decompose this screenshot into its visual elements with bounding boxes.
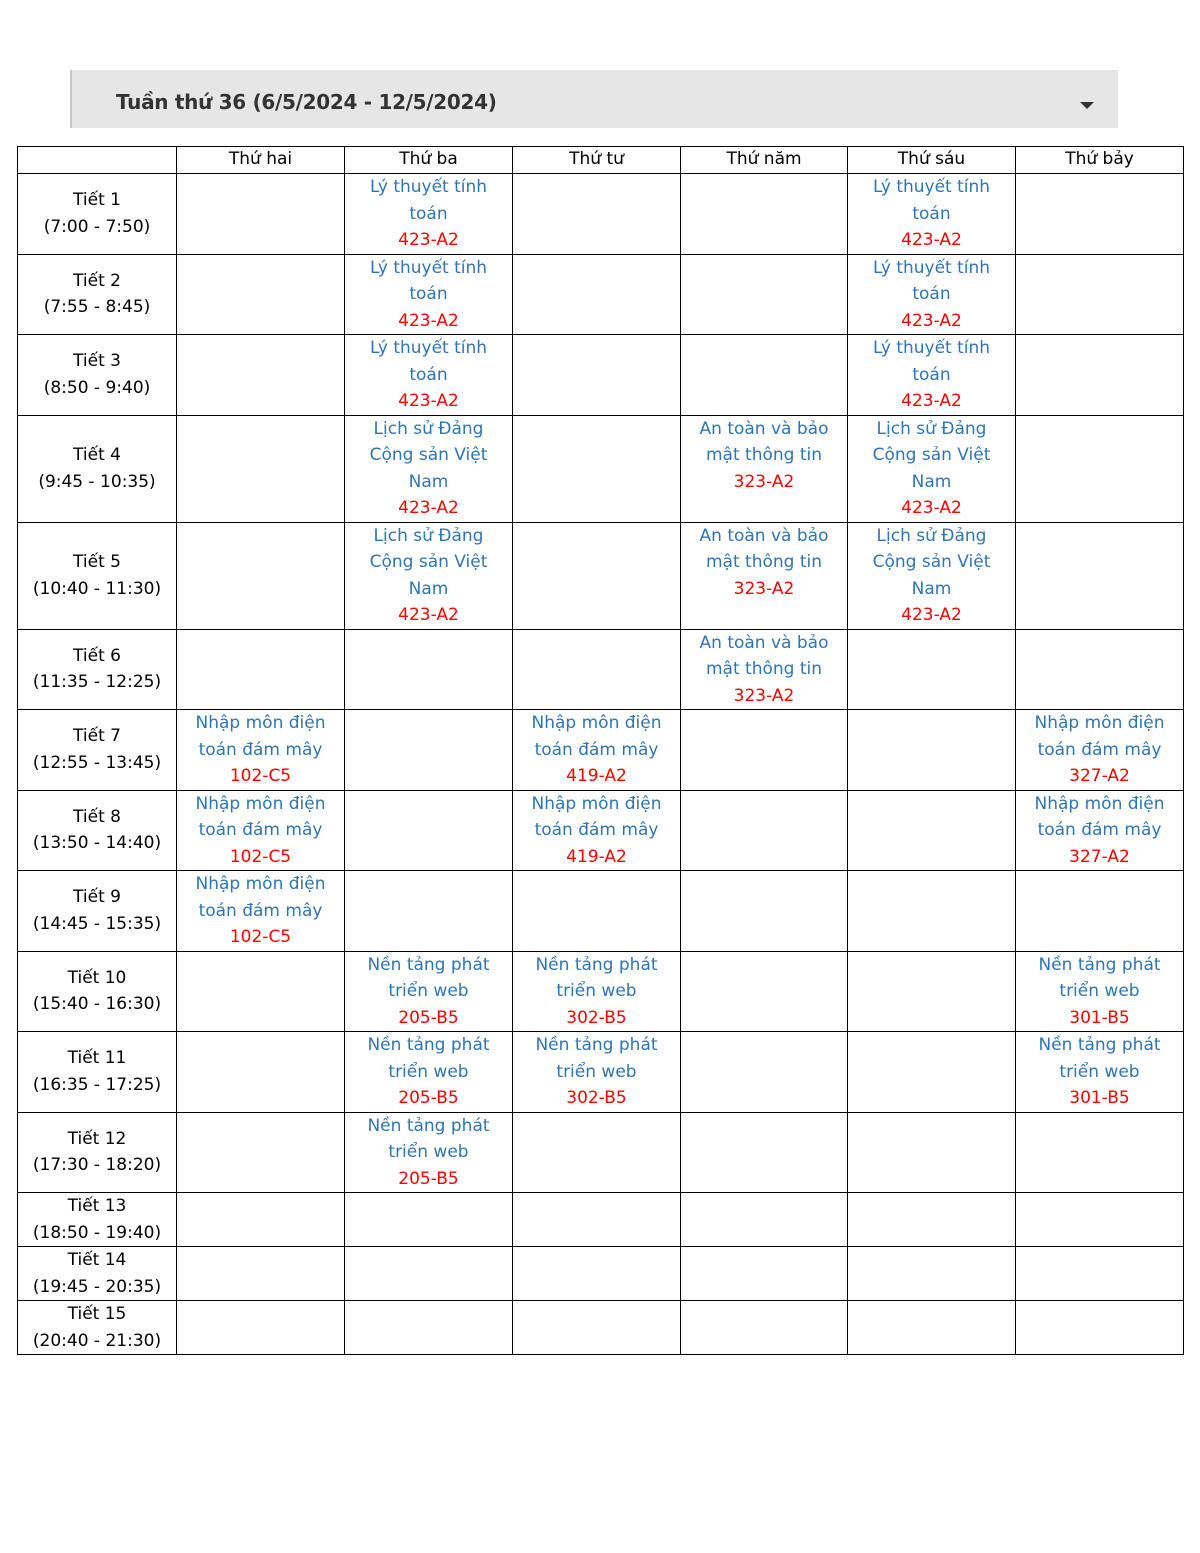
class-entry[interactable]: [349, 952, 508, 1032]
schedule-cell: [513, 174, 681, 255]
schedule-cell[interactable]: [513, 1032, 681, 1113]
table-row: [18, 1112, 1184, 1193]
day-header: Thứ tư: [513, 147, 681, 174]
schedule-cell: [1016, 1193, 1184, 1247]
week-select[interactable]: [70, 70, 1118, 128]
room-code: 205-B5: [398, 1007, 459, 1028]
schedule-cell: [681, 1301, 848, 1355]
room-code: 323-A2: [733, 578, 795, 599]
class-entry[interactable]: [852, 523, 1011, 629]
room-code: 302-B5: [566, 1088, 627, 1108]
schedule-cell: [1016, 1112, 1184, 1193]
period-name: Tiết 1: [73, 190, 121, 211]
class-entry[interactable]: [1020, 791, 1179, 871]
table-row: [18, 174, 1184, 255]
period-time: (7:00 - 7:50): [43, 216, 151, 237]
schedule-cell[interactable]: [1016, 951, 1184, 1032]
schedule-cell: [1016, 1247, 1184, 1301]
room-code: 419-A2: [566, 766, 627, 786]
schedule-cell: [848, 1193, 1016, 1247]
schedule-cell: [681, 710, 848, 791]
schedule-cell[interactable]: [177, 790, 345, 871]
schedule-cell: [345, 1193, 513, 1247]
class-entry[interactable]: [349, 416, 508, 522]
room-code: 423-A2: [901, 310, 962, 331]
table-row: [18, 951, 1184, 1032]
schedule-cell: [177, 335, 345, 416]
class-entry[interactable]: [685, 523, 843, 603]
period-name: Tiết 13: [67, 1196, 127, 1216]
subject-name: An toàn và bảo mật thông tin: [699, 525, 829, 572]
room-code: 323-A2: [733, 471, 795, 492]
subject-name: Nhập môn điện toán đám mây: [1034, 793, 1165, 840]
day-header: Thứ bảy: [1016, 147, 1184, 174]
schedule-cell[interactable]: [1016, 790, 1184, 871]
table-row: [18, 1193, 1184, 1247]
schedule-cell: [177, 1301, 345, 1355]
subject-name: Nền tảng phát triển web: [367, 1115, 490, 1162]
schedule-cell: [345, 790, 513, 871]
period-time: (9:45 - 10:35): [38, 471, 156, 492]
period-time: (18:50 - 19:40): [32, 1222, 162, 1243]
schedule-cell: [513, 254, 681, 335]
period-time: (7:55 - 8:45): [43, 297, 151, 318]
schedule-cell[interactable]: [848, 254, 1016, 335]
period-time: (11:35 - 12:25): [32, 672, 162, 693]
period-time: (19:45 - 20:35): [32, 1276, 162, 1297]
schedule-cell: [177, 1247, 345, 1301]
period-name: Tiết 11: [67, 1048, 127, 1069]
class-entry[interactable]: [349, 335, 508, 415]
subject-name: Lý thuyết tính toán: [369, 338, 488, 385]
schedule-cell: [848, 871, 1016, 952]
schedule-cell: [681, 1193, 848, 1247]
table-row: [18, 1032, 1184, 1113]
class-entry[interactable]: [852, 416, 1011, 522]
table-row: [18, 415, 1184, 522]
room-code: 327-A2: [1069, 846, 1130, 867]
room-code: 423-A2: [398, 391, 459, 411]
period-cell: [18, 1193, 177, 1247]
schedule-cell: [681, 790, 848, 871]
table-row: [18, 629, 1184, 710]
schedule-cell: [513, 415, 681, 522]
schedule-cell: [1016, 522, 1184, 629]
schedule-cell[interactable]: [345, 1032, 513, 1113]
schedule-cell: [513, 335, 681, 416]
class-entry[interactable]: [685, 416, 843, 496]
schedule-cell: [177, 522, 345, 629]
subject-name: Nền tảng phát triển web: [1038, 1035, 1161, 1082]
schedule-cell[interactable]: [848, 415, 1016, 522]
schedule-cell: [681, 1032, 848, 1113]
room-code: 423-A2: [901, 391, 962, 411]
class-entry[interactable]: [181, 710, 340, 790]
schedule-cell[interactable]: [848, 174, 1016, 255]
subject-name: Nền tảng phát triển web: [1038, 954, 1161, 1001]
timetable-body: [18, 174, 1184, 1355]
class-entry[interactable]: [181, 871, 340, 951]
room-code: 323-A2: [733, 685, 795, 706]
schedule-cell[interactable]: [681, 415, 848, 522]
header-row: [18, 147, 1184, 174]
schedule-cell: [1016, 415, 1184, 522]
class-entry[interactable]: [349, 174, 508, 254]
subject-name: Nhập môn điện toán đám mây: [531, 713, 662, 760]
period-time: (10:40 - 11:30): [32, 578, 162, 599]
period-name: Tiết 15: [67, 1304, 127, 1324]
subject-name: An toàn và bảo mật thông tin: [699, 418, 829, 465]
room-code: 423-A2: [901, 605, 962, 625]
schedule-cell: [848, 1247, 1016, 1301]
subject-name: Nền tảng phát triển web: [535, 1035, 658, 1082]
subject-name: Lý thuyết tính toán: [369, 257, 488, 304]
room-code: 423-A2: [398, 498, 459, 518]
schedule-cell[interactable]: [345, 951, 513, 1032]
schedule-cell: [848, 1112, 1016, 1193]
class-entry[interactable]: [1020, 952, 1179, 1032]
class-entry[interactable]: [685, 630, 843, 710]
period-name: Tiết 3: [73, 351, 121, 372]
schedule-cell: [681, 254, 848, 335]
class-entry[interactable]: [517, 791, 676, 871]
period-time: (15:40 - 16:30): [32, 994, 162, 1015]
schedule-cell: [1016, 871, 1184, 952]
schedule-cell: [513, 871, 681, 952]
table-row: [18, 871, 1184, 952]
table-row: [18, 522, 1184, 629]
schedule-cell: [1016, 629, 1184, 710]
schedule-cell[interactable]: [345, 174, 513, 255]
schedule-cell: [848, 710, 1016, 791]
timetable: [17, 146, 1184, 1355]
schedule-cell[interactable]: [848, 335, 1016, 416]
period-cell: [18, 951, 177, 1032]
subject-name: Lịch sử Đảng Cộng sản Việt Nam: [369, 418, 488, 492]
schedule-cell[interactable]: [345, 1112, 513, 1193]
period-cell: [18, 522, 177, 629]
schedule-cell[interactable]: [345, 415, 513, 522]
class-entry[interactable]: [349, 523, 508, 629]
period-name: Tiết 4: [73, 445, 121, 465]
period-cell: [18, 1247, 177, 1301]
schedule-cell[interactable]: [345, 335, 513, 416]
period-name: Tiết 7: [73, 726, 121, 747]
class-entry[interactable]: [349, 1113, 508, 1193]
schedule-cell[interactable]: [513, 951, 681, 1032]
subject-name: Nhập môn điện toán đám mây: [195, 713, 326, 760]
schedule-cell: [177, 174, 345, 255]
schedule-cell: [848, 1301, 1016, 1355]
schedule-cell: [345, 629, 513, 710]
room-code: 423-A2: [901, 230, 962, 250]
table-row: [18, 335, 1184, 416]
class-entry[interactable]: [349, 1032, 508, 1112]
period-cell: [18, 174, 177, 255]
room-code: 423-A2: [398, 230, 459, 250]
schedule-cell: [513, 1193, 681, 1247]
table-row: [18, 1247, 1184, 1301]
room-code: 205-B5: [398, 1168, 459, 1189]
schedule-cell: [177, 951, 345, 1032]
schedule-cell: [681, 1112, 848, 1193]
subject-name: Lý thuyết tính toán: [872, 338, 991, 385]
subject-name: Nhập môn điện toán đám mây: [1034, 713, 1165, 760]
schedule-cell: [1016, 335, 1184, 416]
schedule-cell: [848, 951, 1016, 1032]
period-name: Tiết 9: [73, 887, 121, 908]
schedule-cell: [681, 1247, 848, 1301]
schedule-cell[interactable]: [513, 790, 681, 871]
room-code: 423-A2: [398, 310, 459, 331]
subject-name: Nền tảng phát triển web: [367, 1035, 490, 1082]
room-code: 423-A2: [398, 605, 459, 625]
schedule-cell: [345, 1247, 513, 1301]
room-code: 419-A2: [566, 846, 627, 867]
schedule-cell[interactable]: [1016, 710, 1184, 791]
schedule-cell: [345, 1301, 513, 1355]
period-cell: [18, 254, 177, 335]
schedule-cell[interactable]: [177, 710, 345, 791]
room-code: 102-C5: [229, 846, 292, 867]
subject-name: Nền tảng phát triển web: [535, 954, 658, 1001]
corner-cell: [18, 147, 177, 174]
schedule-cell: [345, 871, 513, 952]
schedule-cell: [848, 629, 1016, 710]
room-code: 205-B5: [398, 1088, 459, 1108]
room-code: 301-B5: [1069, 1007, 1130, 1028]
class-entry[interactable]: [181, 791, 340, 871]
class-entry[interactable]: [349, 255, 508, 335]
subject-name: Lịch sử Đảng Cộng sản Việt Nam: [872, 418, 991, 492]
period-name: Tiết 10: [67, 967, 127, 988]
schedule-cell[interactable]: [1016, 1032, 1184, 1113]
schedule-cell[interactable]: [345, 254, 513, 335]
schedule-cell: [177, 1193, 345, 1247]
schedule-cell: [1016, 174, 1184, 255]
subject-name: Nền tảng phát triển web: [367, 954, 490, 1001]
period-time: (14:45 - 15:35): [32, 913, 162, 934]
class-entry[interactable]: [852, 174, 1011, 254]
chevron-down-icon[interactable]: [1080, 102, 1094, 109]
day-header: Thứ năm: [681, 147, 848, 174]
schedule-cell: [681, 871, 848, 952]
schedule-cell[interactable]: [681, 629, 848, 710]
schedule-cell: [1016, 254, 1184, 335]
class-entry[interactable]: [1020, 1032, 1179, 1112]
period-cell: [18, 415, 177, 522]
day-header: Thứ ba: [345, 147, 513, 174]
period-cell: [18, 1112, 177, 1193]
schedule-cell[interactable]: [513, 710, 681, 791]
day-header: Thứ sáu: [848, 147, 1016, 174]
class-entry[interactable]: [517, 1032, 676, 1112]
schedule-cell: [681, 174, 848, 255]
schedule-cell: [681, 951, 848, 1032]
table-row: [18, 710, 1184, 791]
period-time: (16:35 - 17:25): [32, 1074, 162, 1095]
schedule-cell: [177, 1112, 345, 1193]
period-cell: [18, 629, 177, 710]
period-cell: [18, 790, 177, 871]
schedule-cell[interactable]: [681, 522, 848, 629]
period-time: (20:40 - 21:30): [32, 1330, 162, 1351]
period-cell: [18, 1032, 177, 1113]
schedule-cell: [848, 1032, 1016, 1113]
period-time: (12:55 - 13:45): [32, 752, 162, 773]
schedule-cell[interactable]: [177, 871, 345, 952]
schedule-cell: [177, 1032, 345, 1113]
period-cell: [18, 1301, 177, 1355]
week-select-label: Tuần thứ 36 (6/5/2024 - 12/5/2024): [116, 90, 497, 114]
period-time: (8:50 - 9:40): [43, 377, 151, 398]
room-code: 302-B5: [566, 1007, 627, 1028]
schedule-cell: [513, 1112, 681, 1193]
room-code: 327-A2: [1069, 766, 1130, 786]
schedule-cell: [848, 790, 1016, 871]
class-entry[interactable]: [852, 255, 1011, 335]
subject-name: Lịch sử Đảng Cộng sản Việt Nam: [872, 525, 991, 599]
class-entry[interactable]: [517, 952, 676, 1032]
schedule-cell: [513, 1247, 681, 1301]
table-row: [18, 790, 1184, 871]
schedule-cell[interactable]: [848, 522, 1016, 629]
schedule-cell: [681, 335, 848, 416]
schedule-cell[interactable]: [345, 522, 513, 629]
subject-name: Nhập môn điện toán đám mây: [195, 793, 326, 840]
table-row: [18, 254, 1184, 335]
room-code: 102-C5: [229, 766, 292, 786]
period-name: Tiết 6: [73, 645, 121, 666]
schedule-cell: [513, 522, 681, 629]
class-entry[interactable]: [852, 335, 1011, 415]
class-entry[interactable]: [1020, 710, 1179, 790]
schedule-cell: [177, 415, 345, 522]
period-name: Tiết 5: [73, 552, 121, 572]
subject-name: Nhập môn điện toán đám mây: [195, 874, 326, 921]
class-entry[interactable]: [517, 710, 676, 790]
room-code: 301-B5: [1069, 1088, 1130, 1108]
subject-name: Lý thuyết tính toán: [872, 177, 991, 224]
period-time: (17:30 - 18:20): [32, 1155, 162, 1176]
period-name: Tiết 2: [73, 270, 121, 291]
period-time: (13:50 - 14:40): [32, 833, 162, 854]
period-name: Tiết 14: [67, 1250, 127, 1270]
schedule-cell: [513, 629, 681, 710]
period-cell: [18, 710, 177, 791]
room-code: 102-C5: [229, 927, 292, 947]
period-cell: [18, 871, 177, 952]
period-cell: [18, 335, 177, 416]
room-code: 423-A2: [901, 498, 962, 518]
subject-name: Lý thuyết tính toán: [369, 177, 488, 224]
table-row: [18, 1301, 1184, 1355]
schedule-cell: [513, 1301, 681, 1355]
schedule-cell: [177, 254, 345, 335]
subject-name: Lịch sử Đảng Cộng sản Việt Nam: [369, 525, 488, 599]
subject-name: Nhập môn điện toán đám mây: [531, 793, 662, 840]
schedule-cell: [345, 710, 513, 791]
subject-name: Lý thuyết tính toán: [872, 257, 991, 304]
period-name: Tiết 8: [73, 806, 121, 827]
period-name: Tiết 12: [67, 1128, 127, 1149]
schedule-cell: [1016, 1301, 1184, 1355]
subject-name: An toàn và bảo mật thông tin: [699, 632, 829, 679]
schedule-cell: [177, 629, 345, 710]
day-header: Thứ hai: [177, 147, 345, 174]
